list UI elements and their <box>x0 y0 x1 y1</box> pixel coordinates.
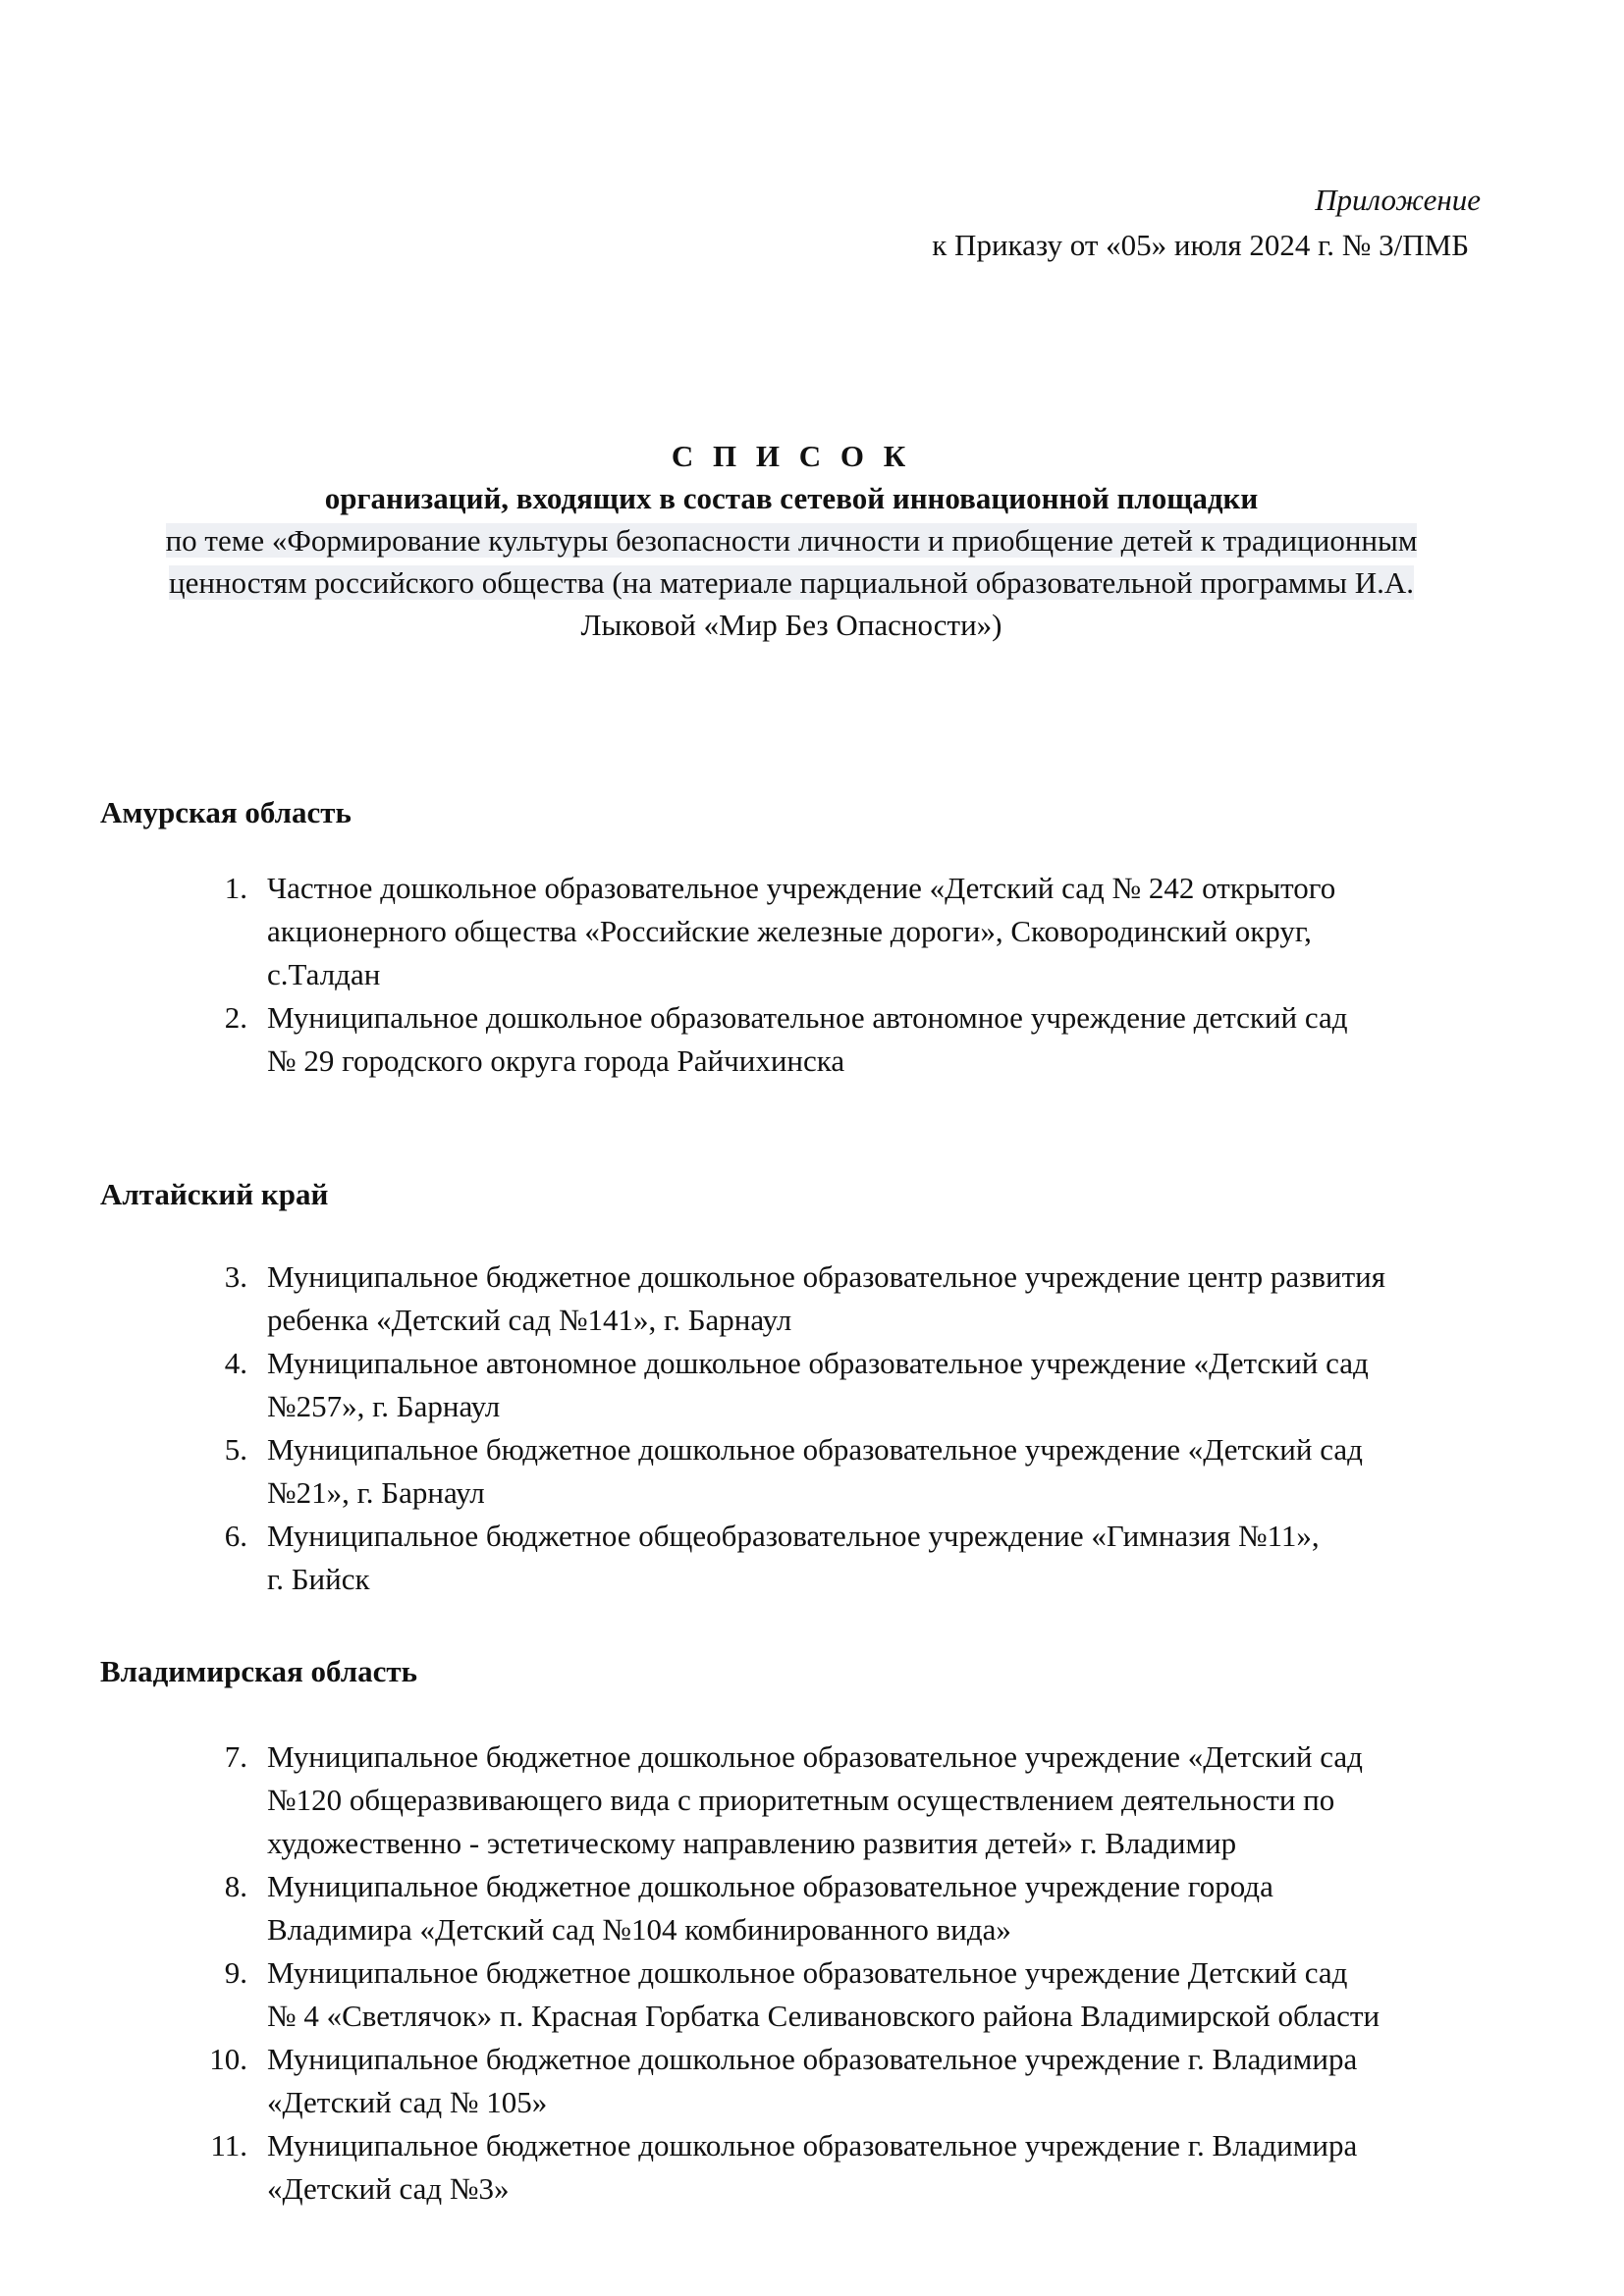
list-item <box>198 996 1534 1083</box>
item-number: 2. <box>224 1000 247 1035</box>
topic-line-2: ценностям российского общества (на материале парциальной образовательной программы И.А. <box>168 565 1415 600</box>
item-text <box>267 1735 1534 1865</box>
topic-line-3: Лыковой «Мир Без Опасности») <box>580 608 1002 642</box>
item-line: № 4 «Светлячок» п. Красная Горбатка Селивановского района Владимирской области <box>267 1999 1380 2033</box>
item-line: №120 общеразвивающего вида с приоритетным осуществлением деятельности по <box>267 1783 1335 1817</box>
item-line: Владимира «Детский сад №104 комбинированного вида» <box>267 1912 1011 1947</box>
list-item <box>198 1515 1534 1601</box>
document-heading <box>98 435 1485 646</box>
list-item <box>198 1428 1534 1515</box>
list-item <box>198 1865 1534 1951</box>
topic-line-1: по теме «Формирование культуры безопасности личности и приобщение детей к традиционным <box>165 523 1418 558</box>
item-text <box>267 1428 1534 1515</box>
document-title: С П И С О К <box>671 439 912 473</box>
item-line: «Детский сад №3» <box>267 2171 510 2206</box>
item-line: Муниципальное бюджетное дошкольное образовательное учреждение «Детский сад <box>267 1739 1363 1774</box>
appendix-label: Приложение <box>1315 183 1481 217</box>
list-item <box>198 1342 1534 1428</box>
item-line: №21», г. Барнаул <box>267 1475 485 1510</box>
item-line: с.Талдан <box>267 957 381 991</box>
list-item <box>198 2124 1534 2211</box>
item-line: № 29 городского округа города Райчихинска <box>267 1043 845 1078</box>
list-item <box>198 1255 1534 1342</box>
item-line: Муниципальное бюджетное дошкольное образовательное учреждение г. Владимира <box>267 2128 1358 2163</box>
list-item <box>198 1735 1534 1865</box>
document-subtitle: организаций, входящих в состав сетевой инновационной площадки <box>324 481 1259 515</box>
item-number: 3. <box>224 1259 247 1294</box>
item-text <box>267 1255 1534 1342</box>
item-line: Муниципальное бюджетное дошкольное образовательное учреждение центр развития <box>267 1259 1385 1294</box>
item-line: Муниципальное дошкольное образовательное автономное учреждение детский сад <box>267 1000 1348 1035</box>
item-text <box>267 2038 1534 2124</box>
item-number: 10. <box>209 2042 247 2076</box>
region-title: Алтайский край <box>100 1177 329 1211</box>
item-number: 4. <box>224 1346 247 1380</box>
item-number: 6. <box>224 1519 247 1553</box>
item-line: Муниципальное бюджетное дошкольное образовательное учреждение Детский сад <box>267 1955 1348 1990</box>
item-text <box>267 1515 1534 1601</box>
item-line: «Детский сад № 105» <box>267 2085 548 2119</box>
item-text <box>267 867 1534 996</box>
item-number: 5. <box>224 1432 247 1467</box>
item-text <box>267 2124 1534 2211</box>
item-line: №257», г. Барнаул <box>267 1389 501 1423</box>
item-text <box>267 996 1534 1083</box>
region-title: Амурская область <box>100 795 352 829</box>
item-line: Муниципальное бюджетное дошкольное образовательное учреждение «Детский сад <box>267 1432 1363 1467</box>
item-line: художественно - эстетическому направлению развития детей» г. Владимир <box>267 1826 1237 1860</box>
list-item <box>198 2038 1534 2124</box>
region-title: Владимирская область <box>100 1654 418 1688</box>
order-reference: к Приказу от «05» июля 2024 г. № 3/ПМБ <box>932 228 1469 262</box>
item-number: 7. <box>224 1739 247 1774</box>
item-number: 8. <box>224 1869 247 1903</box>
item-number: 11. <box>210 2128 247 2163</box>
item-line: Муниципальное бюджетное общеобразовательное учреждение «Гимназия №11», <box>267 1519 1320 1553</box>
item-line: Муниципальное автономное дошкольное образовательное учреждение «Детский сад <box>267 1346 1369 1380</box>
item-number: 1. <box>224 871 247 905</box>
item-text <box>267 1865 1534 1951</box>
item-line: ребенка «Детский сад №141», г. Барнаул <box>267 1303 792 1337</box>
appendix-block <box>932 178 1481 268</box>
item-line: г. Бийск <box>267 1562 370 1596</box>
item-line: Муниципальное бюджетное дошкольное образовательное учреждение города <box>267 1869 1273 1903</box>
item-text <box>267 1342 1534 1428</box>
item-line: Частное дошкольное образовательное учреждение «Детский сад № 242 открытого <box>267 871 1336 905</box>
list-item <box>198 1951 1534 2038</box>
item-line: акционерного общества «Российские железные дороги», Сковородинский округ, <box>267 914 1312 948</box>
item-number: 9. <box>224 1955 247 1990</box>
list-item <box>198 867 1534 996</box>
item-text <box>267 1951 1534 2038</box>
item-line: Муниципальное бюджетное дошкольное образовательное учреждение г. Владимира <box>267 2042 1358 2076</box>
